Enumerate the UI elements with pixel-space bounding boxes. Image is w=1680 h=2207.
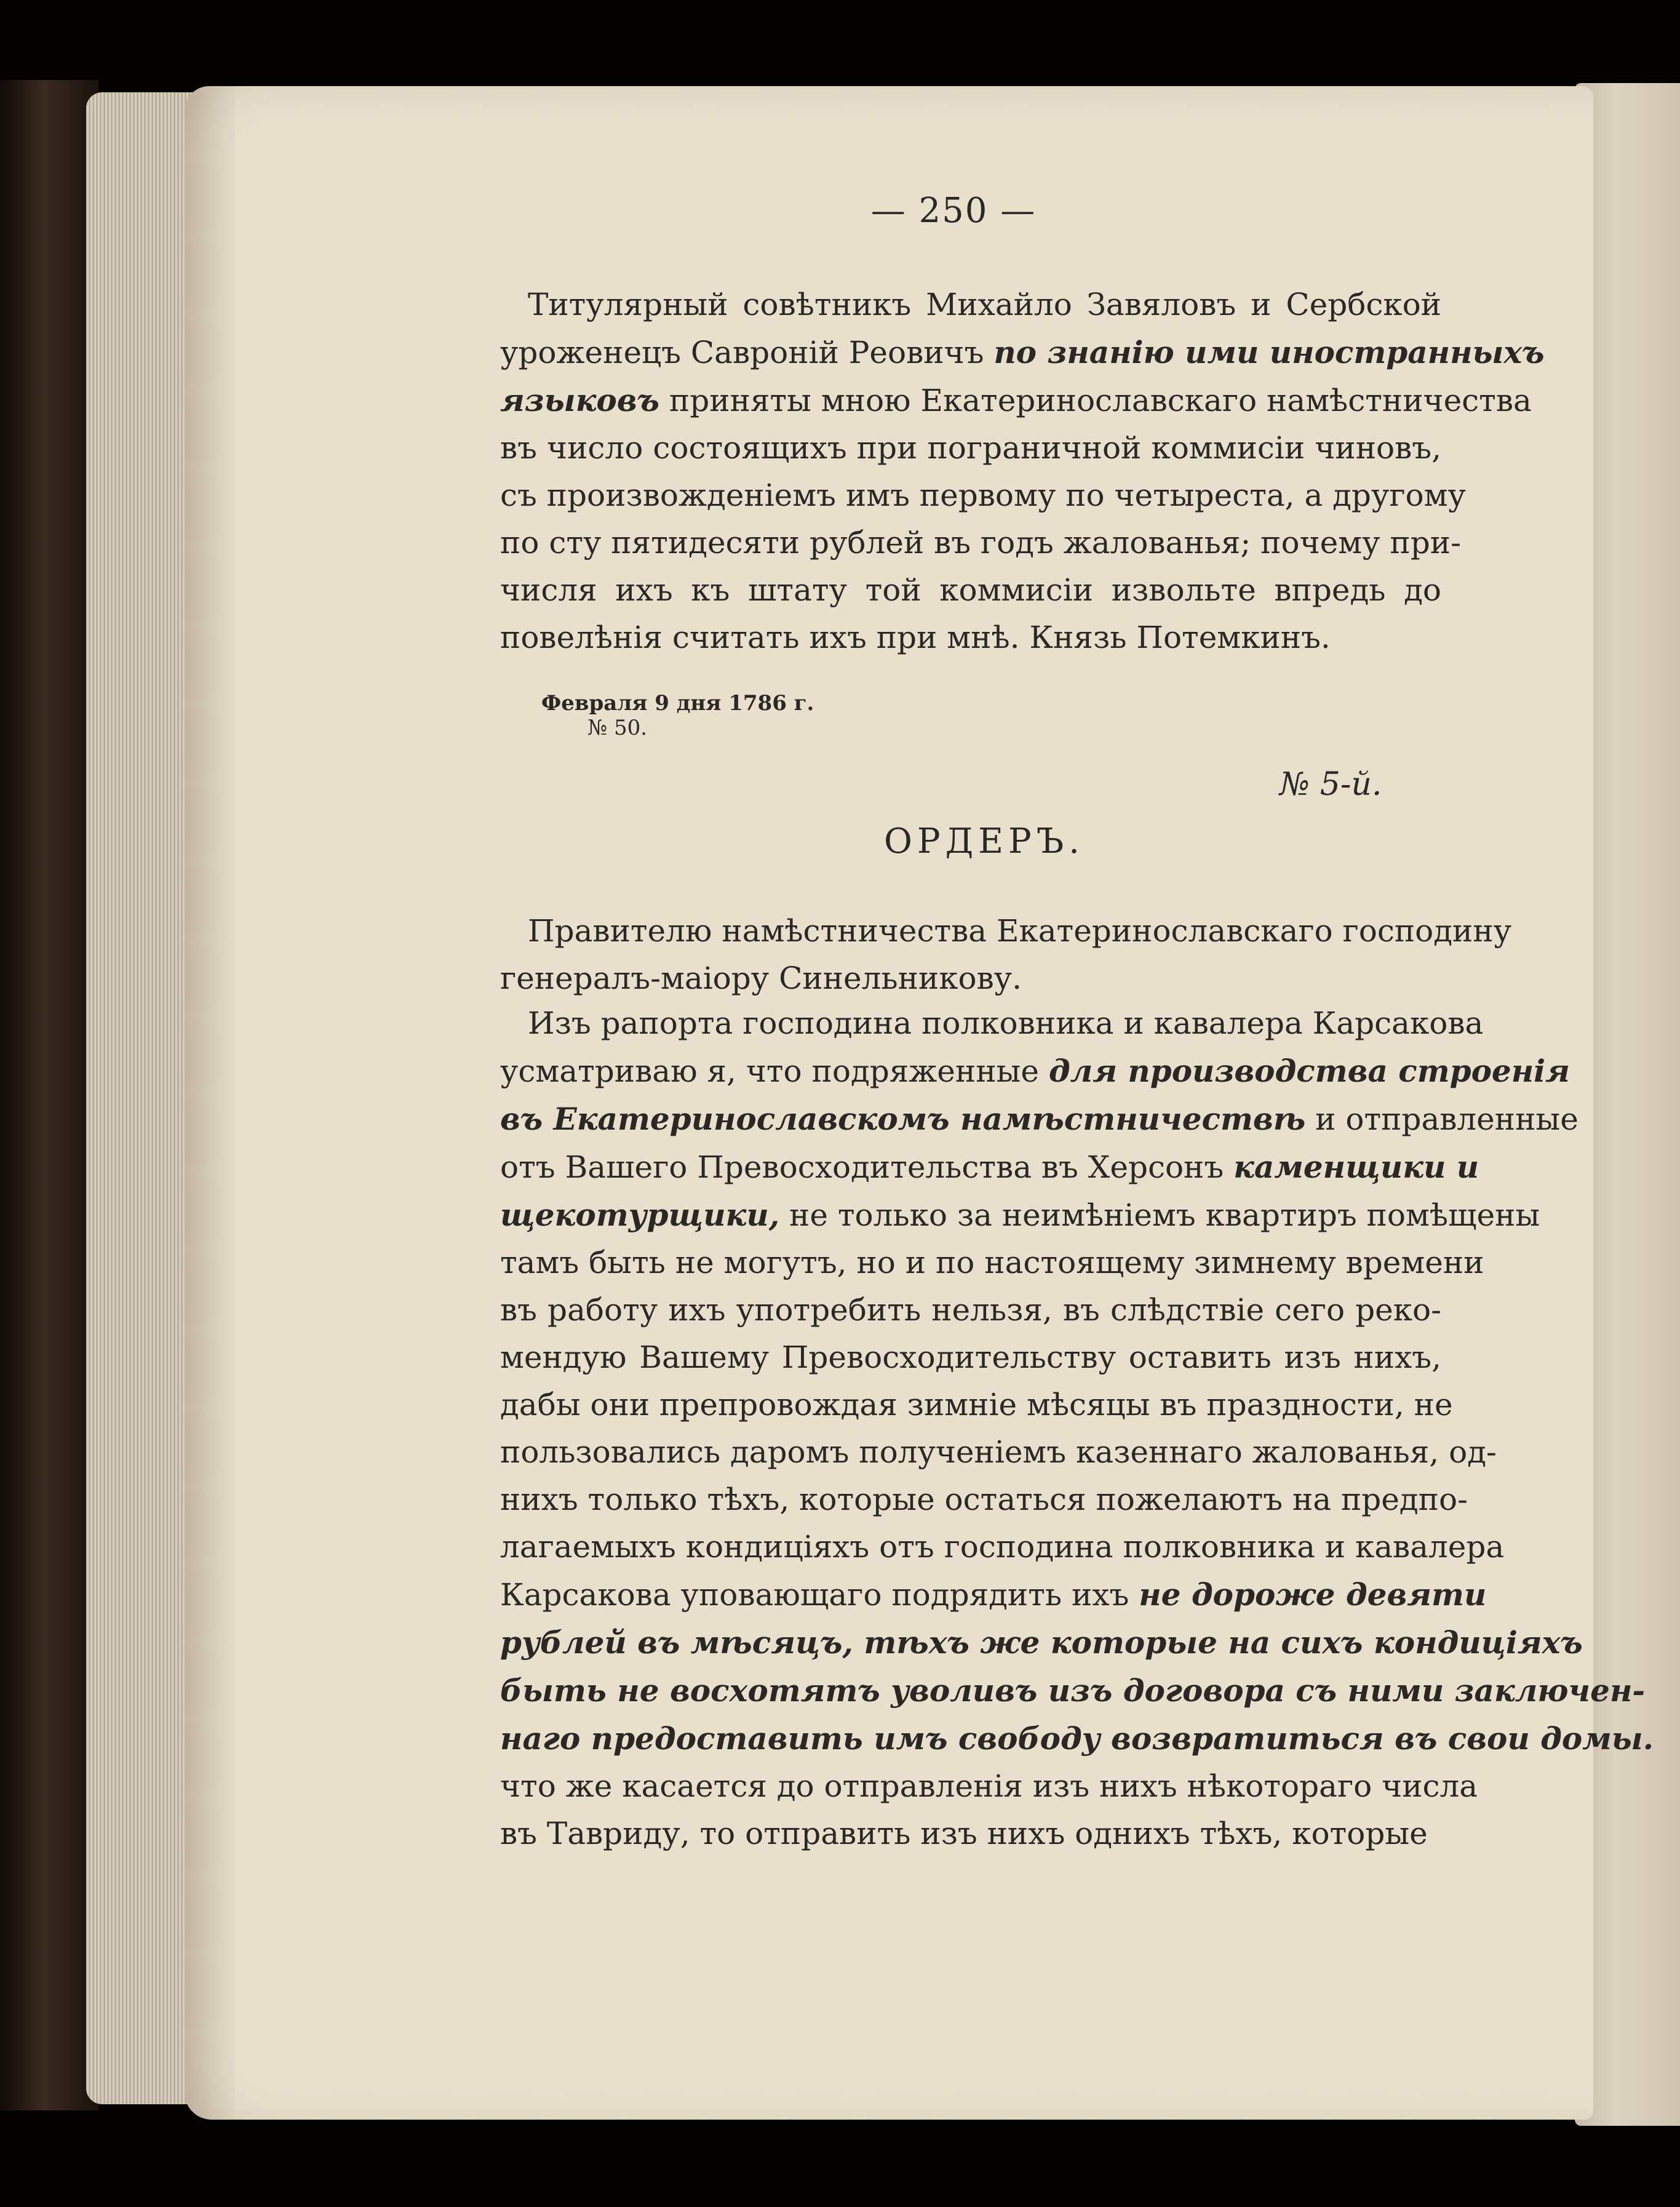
italic-text: быть не восхотятъ уволивъ изъ договора съ ними заключен- bbox=[500, 1672, 1646, 1709]
text-run: пользовались даромъ полученіемъ казеннаго жалованья, од- bbox=[500, 1434, 1497, 1470]
text-run: въ работу ихъ употребить нельзя, въ слѣдствіе сего реко- bbox=[500, 1292, 1441, 1328]
text-line bbox=[500, 1239, 1484, 1287]
paragraph-2 bbox=[500, 908, 1512, 1002]
text-run: нихъ только тѣхъ, которые остаться пожелаютъ на предпо- bbox=[500, 1482, 1468, 1517]
text-run: уроженецъ Савроній Реовичъ bbox=[500, 335, 994, 370]
text-line bbox=[500, 1763, 1478, 1810]
text-line bbox=[500, 955, 1441, 1002]
text-run: по сту пятидесяти рублей въ годъ жалованья; почему при- bbox=[500, 525, 1461, 561]
text-run: отъ Вашего Превосходительства въ Херсонъ bbox=[500, 1149, 1234, 1185]
italic-text: щекотурщики, bbox=[500, 1197, 780, 1233]
page-number: — 250 — bbox=[870, 191, 1037, 231]
text-line bbox=[500, 567, 1441, 614]
italic-text: не дороже девяти bbox=[1139, 1576, 1487, 1613]
text-run: повелѣнія считать ихъ при мнѣ. Князь Потемкинъ. bbox=[500, 620, 1331, 655]
italic-text: по знанію ими иностранныхъ bbox=[993, 334, 1545, 370]
document-number: № 5-й. bbox=[1280, 766, 1382, 803]
text-line bbox=[500, 1571, 1487, 1619]
text-line bbox=[500, 1191, 1540, 1239]
text-line bbox=[500, 1429, 1497, 1476]
text-run: числя ихъ къ штату той коммисіи извольте впредь до bbox=[500, 572, 1441, 608]
text-run: тамъ быть не могутъ, но и по настоящему зимнему времени bbox=[500, 1245, 1484, 1280]
italic-text: въ Екатеринославскомъ намѣстничествѣ bbox=[500, 1101, 1306, 1137]
paragraph-1 bbox=[500, 281, 1545, 661]
text-line bbox=[500, 1334, 1441, 1381]
text-run: Изъ рапорта господина полковника и кавалера Карсакова bbox=[528, 1005, 1484, 1041]
italic-text: для производства строенія bbox=[1048, 1053, 1570, 1089]
text-run: дабы они препровождая зимніе мѣсяцы въ праздности, не bbox=[500, 1387, 1453, 1423]
text-line bbox=[500, 1667, 1646, 1715]
text-line bbox=[500, 1715, 1654, 1763]
text-run: въ число состоящихъ при пограничной коммисіи чиновъ, bbox=[500, 430, 1441, 466]
date: Февраля 9 дня 1786 г. bbox=[541, 691, 814, 716]
text-line bbox=[500, 519, 1461, 567]
text-line bbox=[500, 1095, 1578, 1143]
text-line bbox=[500, 1523, 1505, 1571]
text-run: не только за неимѣніемъ квартиръ помѣщены bbox=[779, 1197, 1540, 1233]
text-run: Правителю намѣстничества Екатеринославскаго господину bbox=[528, 913, 1512, 949]
text-line bbox=[500, 908, 1512, 955]
text-run: въ Тавриду, то отправить изъ нихъ однихъ тѣхъ, которые bbox=[500, 1816, 1428, 1851]
text-line bbox=[500, 425, 1441, 472]
text-line bbox=[500, 1143, 1479, 1191]
text-run: лагаемыхъ кондиціяхъ отъ господина полковника и кавалера bbox=[500, 1529, 1505, 1565]
italic-text: языковъ bbox=[500, 382, 659, 418]
paragraph-3 bbox=[500, 1000, 1654, 1858]
text-line bbox=[500, 472, 1466, 519]
text-line bbox=[500, 281, 1441, 329]
text-run: мендую Вашему Превосходительству оставить изъ нихъ, bbox=[500, 1339, 1441, 1375]
text-run: приняты мною Екатеринославскаго намѣстничества bbox=[659, 383, 1532, 418]
text-line bbox=[500, 614, 1441, 661]
text-line bbox=[500, 1619, 1583, 1667]
text-run: генералъ-маіору Синельникову. bbox=[500, 960, 1022, 996]
text-line bbox=[500, 1287, 1441, 1334]
text-run: Титулярный совѣтникъ Михайло Завяловъ и Сербской bbox=[528, 287, 1441, 322]
text-line bbox=[500, 1047, 1570, 1095]
italic-text: рублей въ мѣсяцъ, тѣхъ же которые на сихъ кондиціяхъ bbox=[500, 1624, 1583, 1661]
text-run: усматриваю я, что подряженные bbox=[500, 1053, 1049, 1089]
text-line bbox=[500, 1810, 1441, 1858]
text-line bbox=[500, 1476, 1468, 1523]
order-number: № 50. bbox=[587, 716, 648, 740]
text-line bbox=[500, 1381, 1453, 1429]
text-line bbox=[500, 1000, 1484, 1047]
heading: ОРДЕРЪ. bbox=[884, 821, 1085, 861]
text-run: Карсакова уповающаго подрядить ихъ bbox=[500, 1577, 1139, 1613]
text-line bbox=[500, 329, 1545, 377]
dateline bbox=[541, 691, 814, 740]
book-spine bbox=[0, 80, 98, 2110]
text-run: и отправленные bbox=[1305, 1101, 1578, 1137]
text-run: съ произвожденіемъ имъ первому по четыреста, а другому bbox=[500, 477, 1466, 513]
text-line bbox=[500, 377, 1532, 425]
text-run: что же касается до отправленія изъ нихъ нѣкотораго числа bbox=[500, 1768, 1478, 1804]
italic-text: наго предоставить имъ свободу возвратиться въ свои домы. bbox=[500, 1720, 1654, 1757]
italic-text: каменщики и bbox=[1233, 1149, 1479, 1185]
